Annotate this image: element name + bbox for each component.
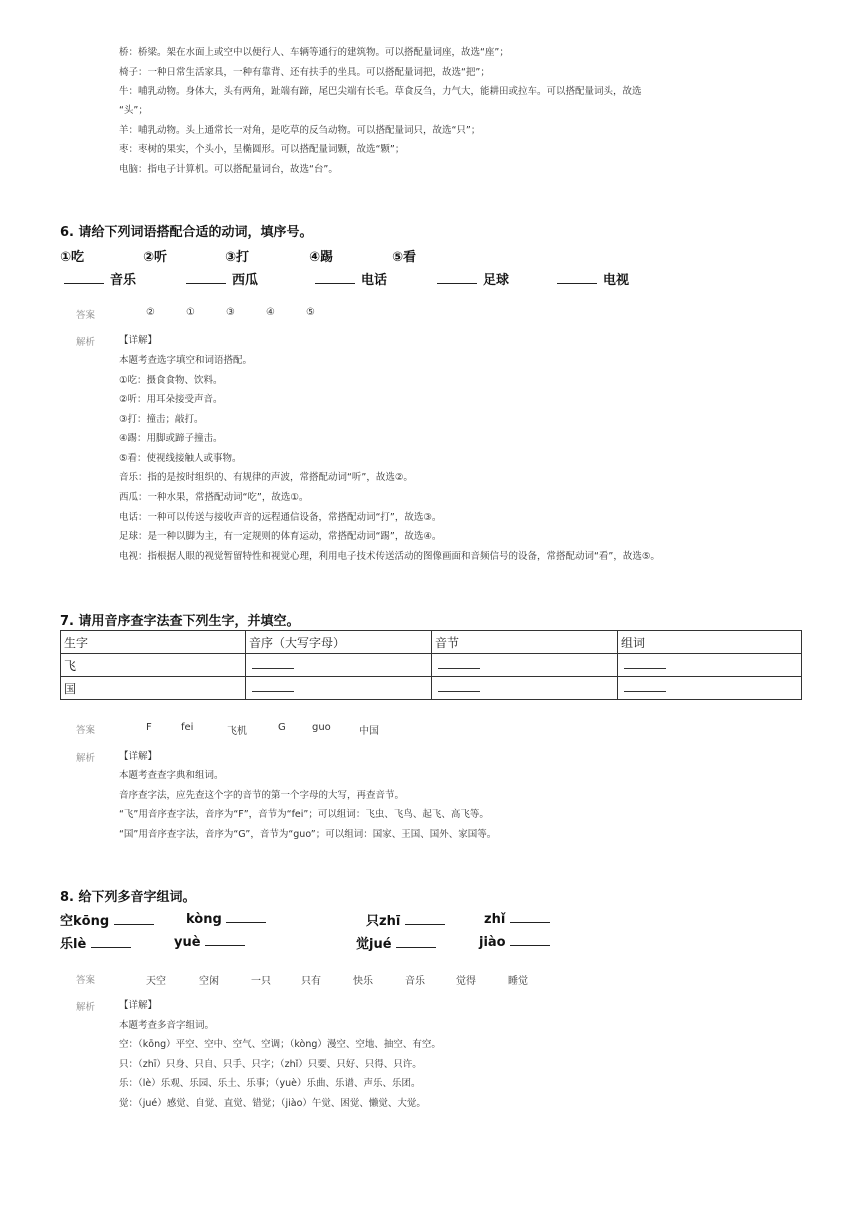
answer-value: ④ xyxy=(266,307,275,318)
text-line: 牛：哺乳动物。身体大，头有两角，趾端有蹄，尾巴尖端有长毛。草食反刍，力气大，能耕田或拉车。可以搭配量词头，故选 xyxy=(119,86,642,97)
answer-value: 快乐 xyxy=(353,976,373,987)
q6-blank-item: 足球 xyxy=(437,269,509,288)
q8-item: kòng xyxy=(186,910,272,927)
lookup-table xyxy=(60,630,802,700)
answer-label: 答案 xyxy=(76,975,96,986)
q8-item: zhǐ xyxy=(484,910,556,927)
answer-value: G xyxy=(278,722,286,733)
answer-value: ⑤ xyxy=(306,307,315,318)
answer-cell[interactable] xyxy=(618,677,802,700)
answer-cell[interactable] xyxy=(618,654,802,677)
answer-blank[interactable] xyxy=(624,658,666,669)
analysis-line: 本题考查查字典和组词。 xyxy=(119,770,224,781)
q6-blank-item: 音乐 xyxy=(64,269,136,288)
answer-cell[interactable] xyxy=(246,677,432,700)
text-line: “头”； xyxy=(119,105,148,116)
analysis-line: “国”用音序查字法，音序为“G”，音节为“guo”；可以组词：国家、王国、国外、家国等。 xyxy=(119,829,497,840)
answer-blank[interactable] xyxy=(557,271,597,284)
q6-option: ②听 xyxy=(143,250,168,265)
answer-label: 答案 xyxy=(76,725,96,736)
analysis-line: 空：（kōng）平空、空中、空气、空调；（kòng）漫空、空地、抽空、有空。 xyxy=(119,1039,441,1050)
analysis-line: 西瓜：一种水果，常搭配动词“吃”，故选①。 xyxy=(119,492,309,503)
q8-item: 只zhī xyxy=(366,910,451,929)
answer-cell[interactable] xyxy=(432,654,618,677)
text-line: 桥：桥梁。架在水面上或空中以便行人、车辆等通行的建筑物。可以搭配量词座，故选“座”； xyxy=(119,47,509,58)
q6-blank-item: 西瓜 xyxy=(186,269,258,288)
q8-item: 空kōng xyxy=(60,910,160,929)
analysis-line: ③打：撞击；敲打。 xyxy=(119,414,204,425)
answer-blank[interactable] xyxy=(315,271,355,284)
answer-value: 中国 xyxy=(359,726,379,737)
analysis-line: 觉：（jué）感觉、自觉、直觉、错觉；（jiào）午觉、困觉、懒觉、大觉。 xyxy=(119,1098,426,1109)
column-header: 生字 xyxy=(61,631,246,654)
answer-blank[interactable] xyxy=(226,910,266,923)
analysis-line: 音序查字法，应先查这个字的音节的第一个字母的大写，再查音节。 xyxy=(119,790,405,801)
analysis-line: ①吃：摄食食物、饮料。 xyxy=(119,375,223,386)
question-6-title: 6. 请给下列词语搭配合适的动词，填序号。 xyxy=(60,225,313,240)
analysis-line: 本题考查选字填空和词语搭配。 xyxy=(119,355,253,366)
analysis-label: 解析 xyxy=(76,337,96,348)
analysis-line: 【详解】 xyxy=(119,335,158,346)
analysis-line: 乐：（lè）乐观、乐园、乐土、乐事；（yuè）乐曲、乐谱、声乐、乐团。 xyxy=(119,1078,421,1089)
answer-blank[interactable] xyxy=(186,271,226,284)
character-cell: 国 xyxy=(61,677,246,700)
answer-value: ① xyxy=(186,307,195,318)
analysis-line: 音乐：指的是按时组织的、有规律的声波，常搭配动词“听”，故选②。 xyxy=(119,472,413,483)
answer-blank[interactable] xyxy=(438,681,480,692)
answer-blank[interactable] xyxy=(205,933,245,946)
answer-blank[interactable] xyxy=(252,681,294,692)
answer-blank[interactable] xyxy=(64,271,104,284)
answer-blank[interactable] xyxy=(252,658,294,669)
analysis-line: 电视：指根据人眼的视觉暂留特性和视觉心理，利用电子技术传送活动的图像画面和音频信号的设备，常搭配动词“看”，故选⑤。 xyxy=(119,551,660,562)
analysis-line: 只：（zhī）只身、只自、只手、只字；（zhǐ）只要、只好、只得、只许。 xyxy=(119,1059,422,1070)
answer-label: 答案 xyxy=(76,310,96,321)
answer-blank[interactable] xyxy=(405,912,445,925)
answer-blank[interactable] xyxy=(91,935,131,948)
table-row xyxy=(61,654,802,677)
answer-value: ② xyxy=(146,307,155,318)
q8-item: 乐lè xyxy=(60,933,137,952)
answer-value: F xyxy=(146,722,152,733)
text-line: 羊：哺乳动物。头上通常长一对角，是吃草的反刍动物。可以搭配量词只，故选“只”； xyxy=(119,125,481,136)
q6-option: ④踢 xyxy=(309,250,334,265)
answer-value: 觉得 xyxy=(456,976,476,987)
q6-blank-item: 电视 xyxy=(557,269,629,288)
analysis-label: 解析 xyxy=(76,753,96,764)
table-row xyxy=(61,677,802,700)
q8-item: yuè xyxy=(174,933,251,950)
answer-value: 音乐 xyxy=(405,976,425,987)
q6-blank-item: 电话 xyxy=(315,269,387,288)
analysis-line: ④踢：用脚或蹄子撞击。 xyxy=(119,433,223,444)
answer-value: fei xyxy=(181,722,194,733)
question-7-title: 7. 请用音序查字法查下列生字，并填空。 xyxy=(60,614,300,629)
q6-option: ⑤看 xyxy=(392,250,417,265)
analysis-line: “飞”用音序查字法，音序为“F”，音节为“fei”；可以组词：飞虫、飞鸟、起飞、高飞等。 xyxy=(119,809,489,820)
answer-blank[interactable] xyxy=(437,271,477,284)
analysis-line: ⑤看：使视线接触人或事物。 xyxy=(119,453,242,464)
column-header: 组词 xyxy=(618,631,802,654)
question-8-title: 8. 给下列多音字组词。 xyxy=(60,890,196,905)
answer-blank[interactable] xyxy=(114,912,154,925)
analysis-line: 足球：是一种以脚为主，有一定规则的体育运动，常搭配动词“踢”，故选④。 xyxy=(119,531,442,542)
analysis-line: 【详解】 xyxy=(119,751,158,762)
answer-value: 只有 xyxy=(301,976,321,987)
answer-blank[interactable] xyxy=(438,658,480,669)
answer-cell[interactable] xyxy=(246,654,432,677)
answer-blank[interactable] xyxy=(510,933,550,946)
q6-option: ③打 xyxy=(225,250,250,265)
q8-item: 觉jué xyxy=(356,933,442,952)
answer-value: ③ xyxy=(226,307,235,318)
answer-blank[interactable] xyxy=(624,681,666,692)
analysis-line: 电话：一种可以传送与接收声音的远程通信设备，常搭配动词“打”，故选③。 xyxy=(119,512,442,523)
character-cell: 飞 xyxy=(61,654,246,677)
answer-blank[interactable] xyxy=(396,935,436,948)
answer-value: 天空 xyxy=(146,976,166,987)
answer-value: guo xyxy=(312,722,331,733)
text-line: 椅子：一种日常生活家具，一种有靠背、还有扶手的坐具。可以搭配量词把，故选“把”； xyxy=(119,67,490,78)
answer-cell[interactable] xyxy=(432,677,618,700)
answer-value: 飞机 xyxy=(227,726,247,737)
answer-value: 睡觉 xyxy=(508,976,528,987)
answer-blank[interactable] xyxy=(510,910,550,923)
answer-value: 空闲 xyxy=(199,976,219,987)
analysis-line: 本题考查多音字组词。 xyxy=(119,1020,215,1031)
analysis-line: ②听：用耳朵接受声音。 xyxy=(119,394,223,405)
analysis-label: 解析 xyxy=(76,1002,96,1013)
table-header-row xyxy=(61,631,802,654)
column-header: 音节 xyxy=(432,631,618,654)
text-line: 枣：枣树的果实，个头小，呈椭圆形。可以搭配量词颗，故选“颗”； xyxy=(119,144,405,155)
q8-item: jiào xyxy=(479,933,556,950)
column-header: 音序（大写字母） xyxy=(246,631,432,654)
analysis-line: 【详解】 xyxy=(119,1000,158,1011)
answer-value: 一只 xyxy=(251,976,271,987)
q6-option: ①吃 xyxy=(60,250,85,265)
text-line: 电脑：指电子计算机。可以搭配量词台，故选“台”。 xyxy=(119,164,338,175)
